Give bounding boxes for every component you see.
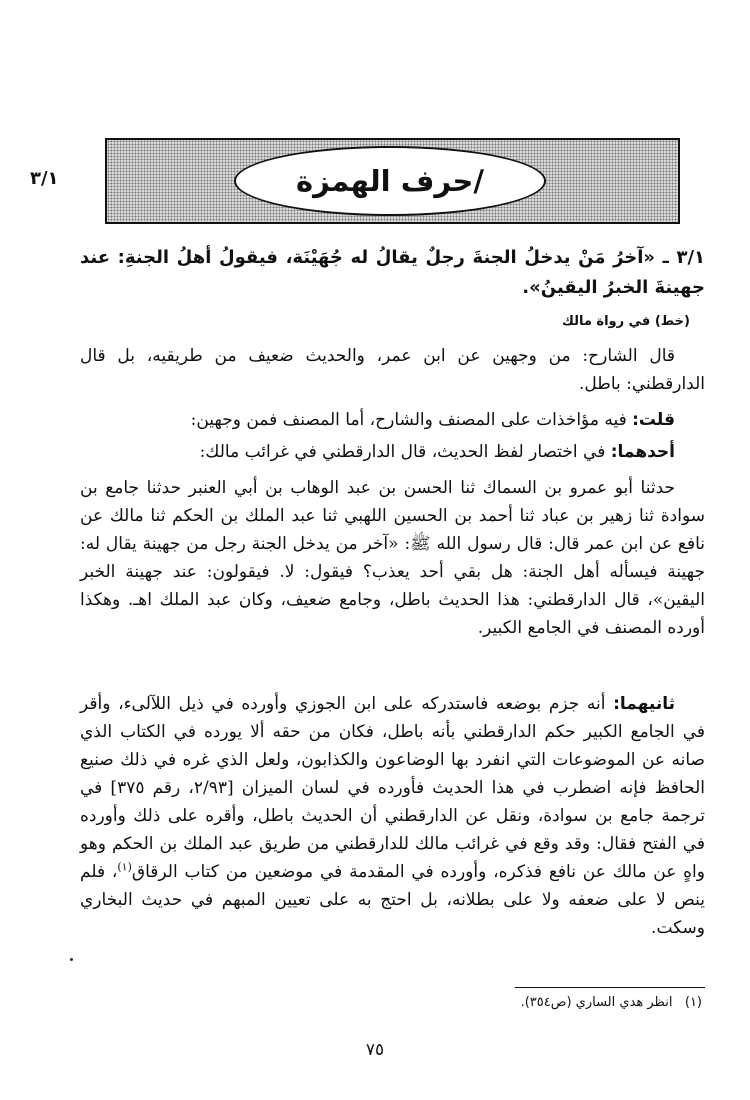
footnote xyxy=(521,995,702,1010)
qultu-lead: قلت: xyxy=(632,410,675,430)
chapter-title-oval xyxy=(234,146,546,216)
second-point-lead: ثانيهما: xyxy=(613,694,675,714)
second-point-paragraph xyxy=(80,690,705,942)
qultu-text: فيه مؤاخذات على المصنف والشارح، أما المصنف فمن وجهين: xyxy=(190,410,633,430)
isnad-paragraph: حدثنا أبو عمرو بن السماك ثنا الحسن بن عبد الوهاب بن أبي العنبر حدثنا جامع بن سوادة ثنا زهير بن عباد ثنا أحمد بن الحسين اللهبي ثنا عبد الملك بن الحكم ثنا مالك عن نافع عن ابن عمر قال: قال رسول الله ﷺ: «آخر من يدخل الجنة رجل من جهينة يقال له: جهينة فيسأله أهل الجنة: هل بقي أحد يعذب؟ فيقول: لا. فيقولون: عند جهينة الخبر اليقين»، قال الدارقطني: هذا الحديث باطل، وجامع ضعيف، وكان عبد الملك اهـ. وهكذا أورده المصنف في الجامع الكبير. xyxy=(80,478,706,638)
sharih-paragraph: قال الشارح: من وجهين عن ابن عمر، والحديث ضعيف من طريقيه، بل قال الدارقطني: باطل. xyxy=(80,346,705,394)
second-point-text-end: ، فلم ينص لا على ضعفه ولا على بطلانه، بل احتج به على تعيين المبهم في حديث البخاري وسكت. xyxy=(80,862,705,938)
hadith-grade: (خط) في رواة مالك xyxy=(561,314,690,329)
first-point-lead: أحدهما: xyxy=(610,442,675,462)
scan-speck xyxy=(70,958,73,961)
footnote-text: انظر هدي الساري (ص٣٥٤). xyxy=(520,995,673,1010)
second-point-text: أنه جزم بوضعه فاستدركه على ابن الجوزي وأورده في ذيل اللآلىء، وأقر في الجامع الكبير حكم الدارقطني بأنه باطل، فكان من حقه ألا يورده في الكتاب الذي صانه عن الموضوعات التي انفرد بها الوضاعون والكذابون، ولعل الذي غره في ذلك صنيع الحافظ فإنه اضطرب في هذا الحديث فأورده في لسان الميزان [٢/٩٣، رقم ٣٧٥] في ترجمة جامع بن سوادة، ونقل عن الدارقطني أن الحديث باطل، وأقره على ذلك وأورده في الفتح فقال: وقد وقع في غرائب مالك للدارقطني من طريق عبد الملك بن الحكم وهو واهٍ عن مالك عن نافع فذكره، وأورده في المقدمة في موضعين من كتاب الرقاق xyxy=(80,694,705,882)
footnote-marker[interactable]: (١) xyxy=(117,860,132,874)
hadith-text: ٣/١ ـ «آخرُ مَنْ يدخلُ الجنةَ رجلٌ يقالُ له جُهَيْنَة، فيقولُ أهلُ الجنةِ: عند جهينةَ الخبرُ اليقينُ». xyxy=(80,247,705,298)
first-point-text: في اختصار لفظ الحديث، قال الدارقطني في غرائب مالك: xyxy=(199,442,611,462)
qultu-paragraph xyxy=(80,406,705,434)
footnote-number: (١) xyxy=(684,995,702,1010)
footnote-divider xyxy=(515,987,705,988)
first-point-paragraph xyxy=(80,438,705,466)
section-number: ٣/١ xyxy=(30,168,59,189)
chapter-title: /حرف الهمزة xyxy=(296,164,484,198)
chapter-banner xyxy=(105,138,680,224)
page-number: ٧٥ xyxy=(365,1040,385,1060)
